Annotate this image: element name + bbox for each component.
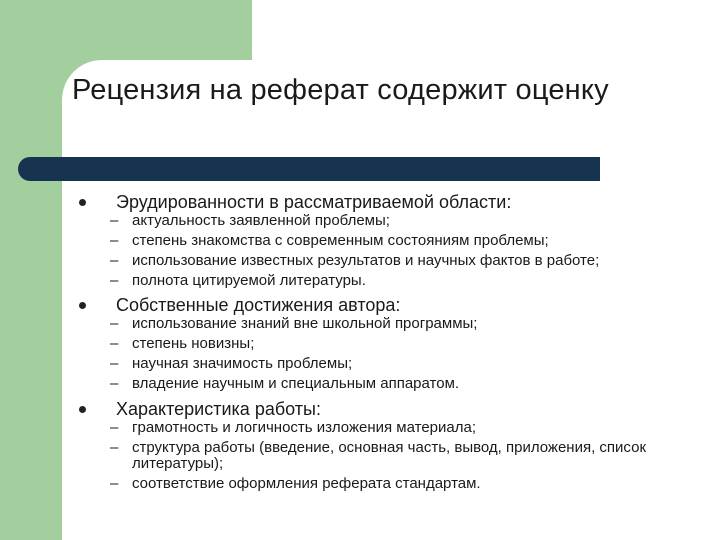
bullet-work-characteristics: Характеристика работы:	[72, 398, 712, 420]
slide-title: Рецензия на реферат содержит оценку	[72, 74, 609, 106]
list-item: – использование известных результатов и научных фактов в работе;	[72, 253, 712, 269]
list-item: – владение научным и специальным аппаратом.	[72, 376, 712, 392]
list-item: – структура работы (введение, основная часть, вывод, приложения, список литературы);	[72, 440, 712, 472]
decorative-green-strip	[0, 158, 62, 540]
list-item: – грамотность и логичность изложения материала;	[72, 420, 712, 436]
sublist-erudition	[72, 213, 712, 289]
list-item: – научная значимость проблемы;	[72, 356, 712, 372]
list-item: – степень знакомства с современным состояниям проблемы;	[72, 233, 712, 249]
list-item: – полнота цитируемой литературы.	[72, 273, 712, 289]
slide-content	[72, 188, 712, 496]
title-divider-bar	[18, 157, 600, 181]
list-item: – степень новизны;	[72, 336, 712, 352]
sublist-work-characteristics	[72, 420, 712, 492]
list-item: – актуальность заявленной проблемы;	[72, 213, 712, 229]
list-item: – использование знаний вне школьной программы;	[72, 316, 712, 332]
bullet-author-achievements: Собственные достижения автора:	[72, 294, 712, 316]
bullet-erudition: Эрудированности в рассматриваемой области:	[72, 191, 712, 213]
list-item: – соответствие оформления реферата стандартам.	[72, 476, 712, 492]
sublist-author-achievements	[72, 316, 712, 392]
